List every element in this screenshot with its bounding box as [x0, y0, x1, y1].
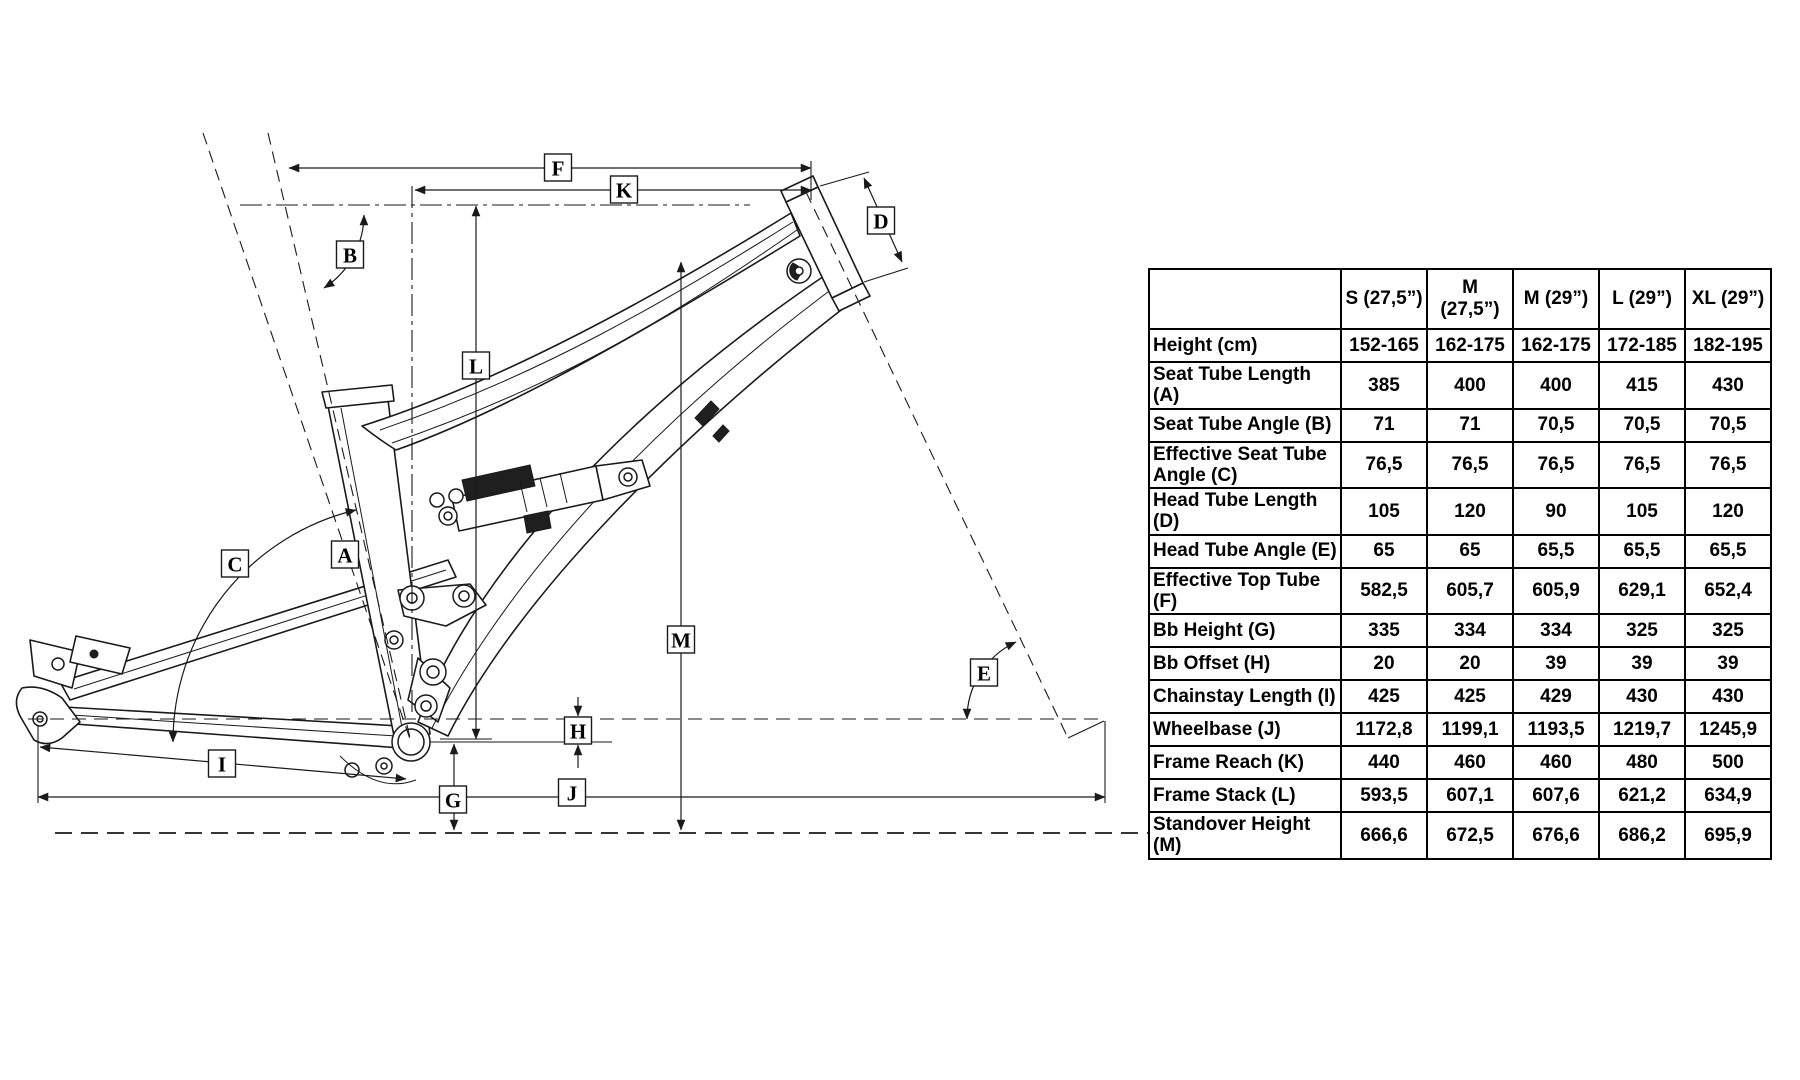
value-cell: 666,6 — [1341, 812, 1427, 859]
svg-text:C: C — [227, 552, 243, 577]
value-cell: 634,9 — [1685, 779, 1771, 812]
value-cell: 325 — [1599, 614, 1685, 647]
value-cell: 676,6 — [1513, 812, 1599, 859]
svg-text:F: F — [551, 156, 565, 181]
geometry-table-container — [1148, 268, 1772, 860]
table-row — [1149, 647, 1771, 680]
value-cell: 152-165 — [1341, 329, 1427, 362]
value-cell: 400 — [1427, 362, 1513, 409]
value-cell: 76,5 — [1599, 442, 1685, 489]
svg-text:D: D — [873, 209, 889, 234]
value-cell: 76,5 — [1427, 442, 1513, 489]
row-label: Seat Tube Length (A) — [1149, 362, 1341, 409]
row-label: Height (cm) — [1149, 329, 1341, 362]
value-cell: 172-185 — [1599, 329, 1685, 362]
svg-text:H: H — [569, 719, 587, 744]
geometry-table — [1148, 268, 1772, 860]
dim-label-c — [222, 550, 249, 577]
value-cell: 334 — [1427, 614, 1513, 647]
svg-text:E: E — [976, 661, 992, 686]
value-cell: 607,1 — [1427, 779, 1513, 812]
dim-label-d — [868, 207, 895, 234]
row-label: Wheelbase (J) — [1149, 713, 1341, 746]
value-cell: 1172,8 — [1341, 713, 1427, 746]
value-cell: 105 — [1341, 488, 1427, 535]
chainstay — [46, 706, 401, 748]
size-column-header: L (29”) — [1599, 269, 1685, 329]
row-label: Standover Height (M) — [1149, 812, 1341, 859]
value-cell: 71 — [1341, 409, 1427, 442]
dim-label-l — [463, 352, 490, 379]
value-cell: 385 — [1341, 362, 1427, 409]
dim-label-j — [559, 779, 586, 806]
geometry-table-body — [1149, 329, 1771, 859]
dim-label-k — [611, 176, 638, 203]
value-cell: 480 — [1599, 746, 1685, 779]
value-cell: 76,5 — [1513, 442, 1599, 489]
value-cell: 672,5 — [1427, 812, 1513, 859]
table-row — [1149, 568, 1771, 615]
table-row — [1149, 488, 1771, 535]
value-cell: 430 — [1685, 680, 1771, 713]
shock-absorber — [430, 460, 650, 533]
size-column-header: M (27,5”) — [1427, 269, 1513, 329]
value-cell: 71 — [1427, 409, 1513, 442]
dim-label-h — [565, 717, 592, 744]
dim-label-a — [332, 541, 359, 568]
table-row — [1149, 779, 1771, 812]
table-row — [1149, 746, 1771, 779]
value-cell: 415 — [1599, 362, 1685, 409]
dim-label-e — [971, 659, 998, 686]
value-cell: 325 — [1685, 614, 1771, 647]
value-cell: 1219,7 — [1599, 713, 1685, 746]
row-label: Head Tube Angle (E) — [1149, 535, 1341, 568]
svg-text:I: I — [217, 752, 227, 777]
dim-label-i — [209, 750, 236, 777]
value-cell: 621,2 — [1599, 779, 1685, 812]
dim-label-f — [545, 154, 572, 181]
dim-label-m — [668, 626, 695, 653]
value-cell: 162-175 — [1427, 329, 1513, 362]
value-cell: 440 — [1341, 746, 1427, 779]
value-cell: 65,5 — [1513, 535, 1599, 568]
dim-label-b — [337, 241, 364, 268]
table-row — [1149, 409, 1771, 442]
value-cell: 429 — [1513, 680, 1599, 713]
row-label: Effective Seat Tube Angle (C) — [1149, 442, 1341, 489]
corner-cell — [1149, 269, 1341, 329]
value-cell: 335 — [1341, 614, 1427, 647]
value-cell: 65 — [1427, 535, 1513, 568]
value-cell: 334 — [1513, 614, 1599, 647]
value-cell: 460 — [1513, 746, 1599, 779]
value-cell: 39 — [1685, 647, 1771, 680]
value-cell: 1245,9 — [1685, 713, 1771, 746]
row-label: Head Tube Length (D) — [1149, 488, 1341, 535]
size-column-header: S (27,5”) — [1341, 269, 1427, 329]
value-cell: 430 — [1599, 680, 1685, 713]
value-cell: 500 — [1685, 746, 1771, 779]
dim-label-g — [440, 786, 467, 813]
size-column-header: XL (29”) — [1685, 269, 1771, 329]
svg-text:L: L — [468, 354, 484, 379]
value-cell: 120 — [1427, 488, 1513, 535]
value-cell: 39 — [1513, 647, 1599, 680]
value-cell: 430 — [1685, 362, 1771, 409]
value-cell: 65 — [1341, 535, 1427, 568]
value-cell: 425 — [1341, 680, 1427, 713]
geometry-table-head — [1149, 269, 1771, 329]
value-cell: 605,9 — [1513, 568, 1599, 615]
row-label: Seat Tube Angle (B) — [1149, 409, 1341, 442]
value-cell: 460 — [1427, 746, 1513, 779]
value-cell: 652,4 — [1685, 568, 1771, 615]
value-cell: 593,5 — [1341, 779, 1427, 812]
value-cell: 120 — [1685, 488, 1771, 535]
value-cell: 65,5 — [1685, 535, 1771, 568]
value-cell: 425 — [1427, 680, 1513, 713]
svg-text:J: J — [566, 781, 578, 806]
svg-text:B: B — [342, 243, 358, 268]
value-cell: 182-195 — [1685, 329, 1771, 362]
table-row — [1149, 535, 1771, 568]
value-cell: 1193,5 — [1513, 713, 1599, 746]
top-tube — [362, 213, 800, 450]
value-cell: 400 — [1513, 362, 1599, 409]
value-cell: 39 — [1599, 647, 1685, 680]
value-cell: 582,5 — [1341, 568, 1427, 615]
table-row — [1149, 614, 1771, 647]
value-cell: 162-175 — [1513, 329, 1599, 362]
table-row — [1149, 680, 1771, 713]
row-label: Effective Top Tube (F) — [1149, 568, 1341, 615]
value-cell: 605,7 — [1427, 568, 1513, 615]
table-row — [1149, 329, 1771, 362]
value-cell: 65,5 — [1599, 535, 1685, 568]
value-cell: 76,5 — [1685, 442, 1771, 489]
value-cell: 70,5 — [1599, 409, 1685, 442]
table-row — [1149, 713, 1771, 746]
table-row — [1149, 812, 1771, 859]
value-cell: 76,5 — [1341, 442, 1427, 489]
svg-text:M: M — [671, 628, 691, 653]
value-cell: 1199,1 — [1427, 713, 1513, 746]
svg-text:K: K — [615, 178, 633, 203]
row-label: Bb Height (G) — [1149, 614, 1341, 647]
value-cell: 20 — [1427, 647, 1513, 680]
value-cell: 686,2 — [1599, 812, 1685, 859]
value-cell: 70,5 — [1685, 409, 1771, 442]
value-cell: 629,1 — [1599, 568, 1685, 615]
row-label: Chainstay Length (I) — [1149, 680, 1341, 713]
table-row — [1149, 362, 1771, 409]
table-row — [1149, 442, 1771, 489]
value-cell: 90 — [1513, 488, 1599, 535]
svg-text:G: G — [444, 788, 462, 813]
value-cell: 607,6 — [1513, 779, 1599, 812]
svg-text:A: A — [337, 543, 353, 568]
row-label: Frame Stack (L) — [1149, 779, 1341, 812]
value-cell: 105 — [1599, 488, 1685, 535]
size-column-header: M (29”) — [1513, 269, 1599, 329]
value-cell: 70,5 — [1513, 409, 1599, 442]
row-label: Frame Reach (K) — [1149, 746, 1341, 779]
value-cell: 20 — [1341, 647, 1427, 680]
frame-drawing — [16, 176, 870, 784]
value-cell: 695,9 — [1685, 812, 1771, 859]
row-label: Bb Offset (H) — [1149, 647, 1341, 680]
